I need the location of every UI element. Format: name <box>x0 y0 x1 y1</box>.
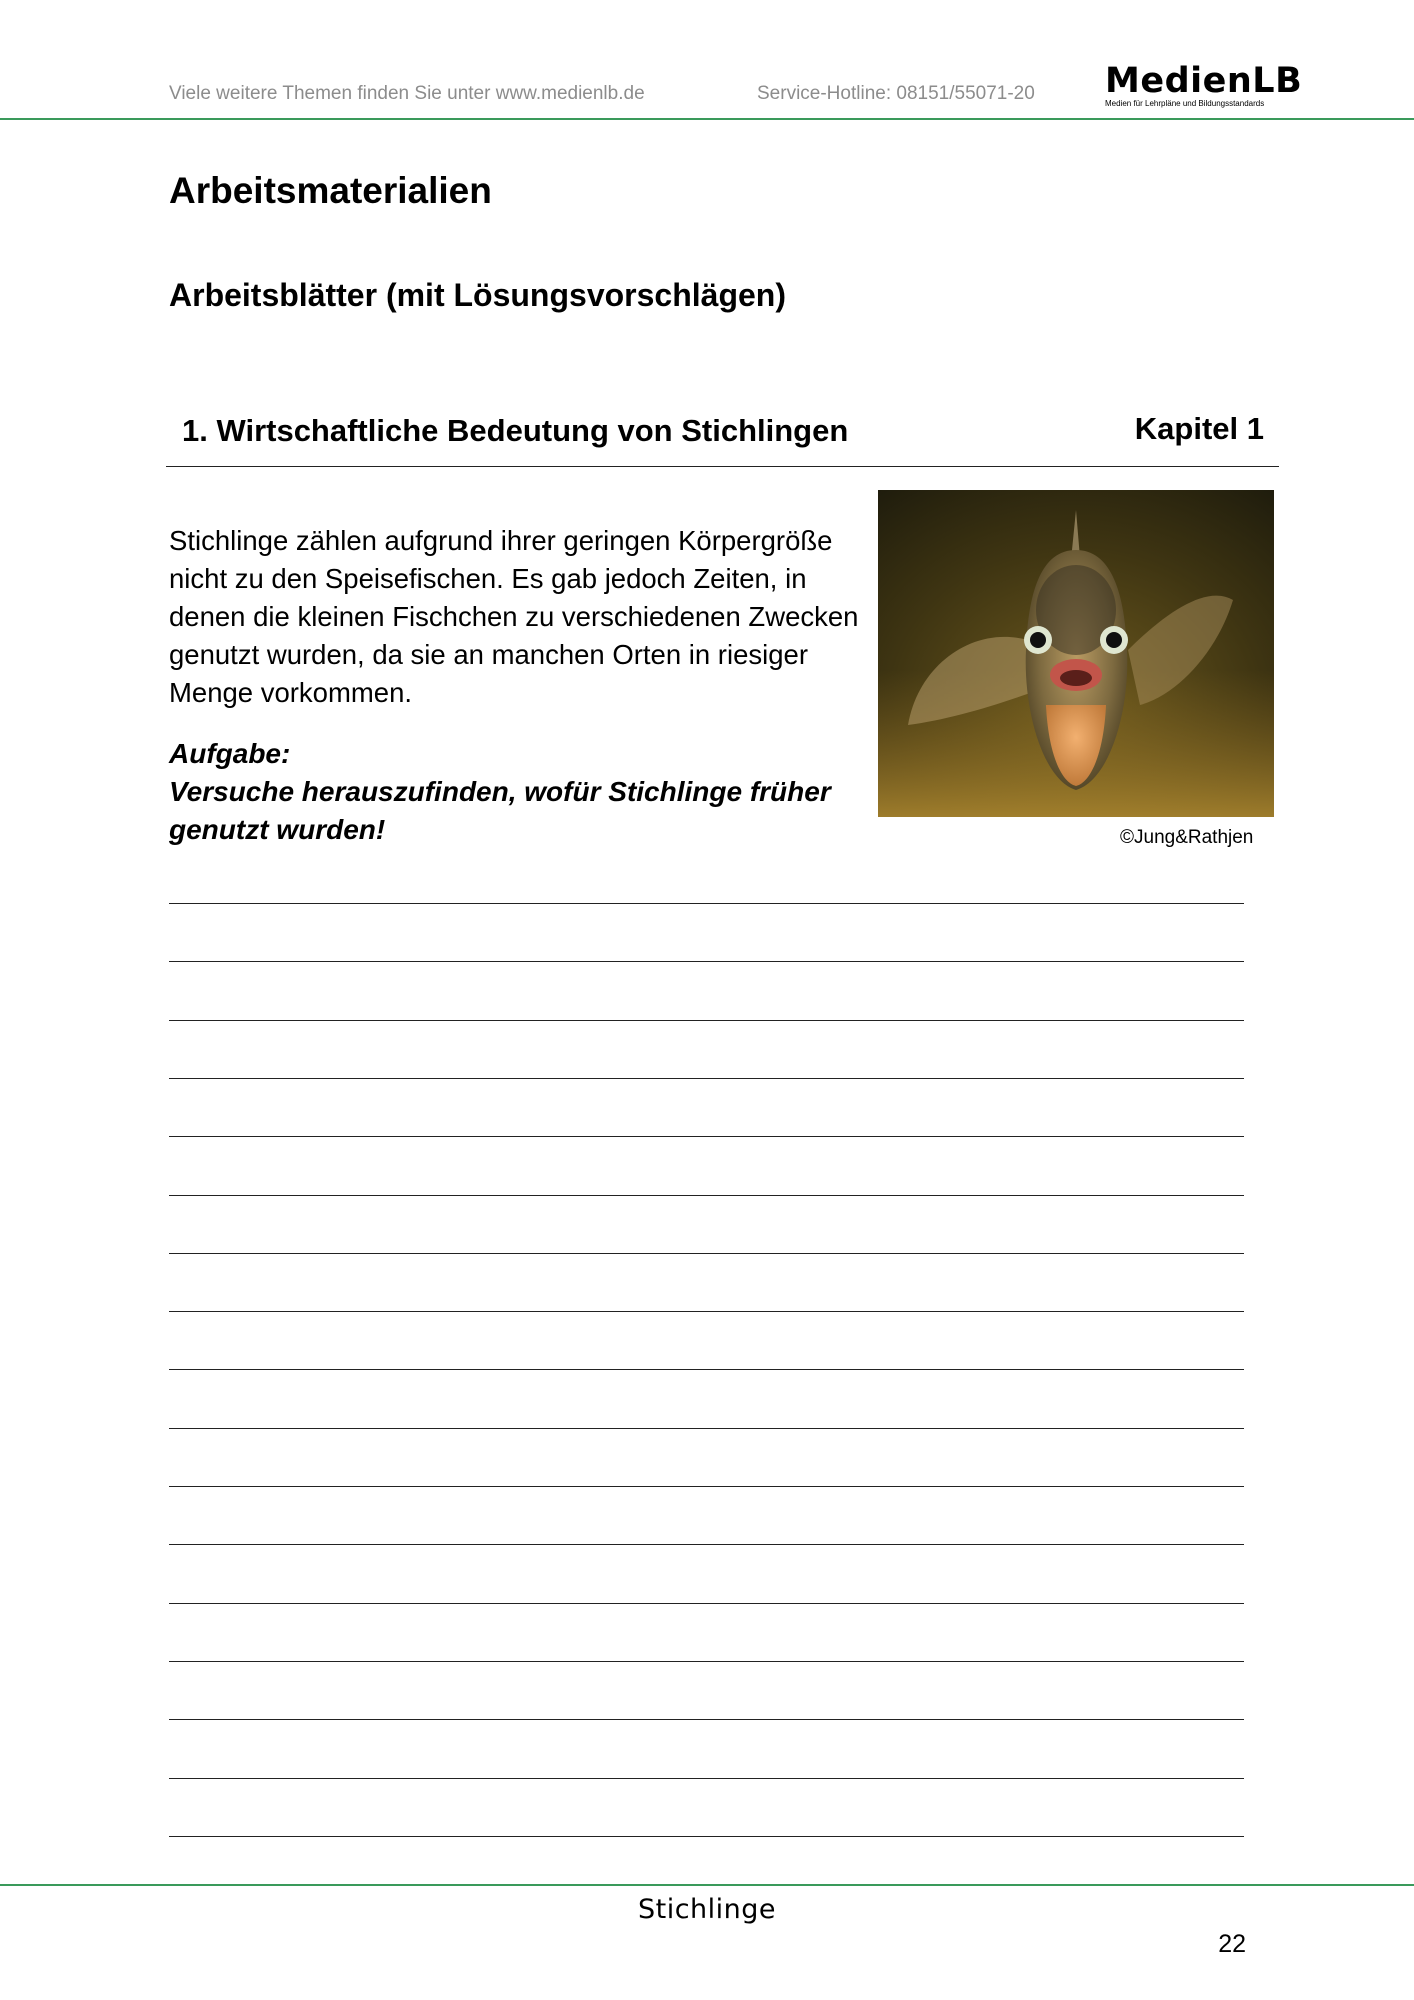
answer-line <box>169 1253 1244 1254</box>
page-title: Arbeitsmaterialien <box>169 170 492 211</box>
answer-line <box>169 1836 1244 1837</box>
page-number: 22 <box>1218 1930 1246 1958</box>
section-divider <box>166 466 1279 467</box>
answer-line <box>169 1544 1244 1545</box>
logo-name: MedienLB <box>1105 61 1303 101</box>
answer-line <box>169 1136 1244 1137</box>
footer-rule <box>0 1884 1414 1886</box>
medienlb-logo <box>1105 61 1303 108</box>
task-block <box>169 735 869 849</box>
intro-paragraph: Stichlinge zählen aufgrund ihrer geringen Körpergröße nicht zu den Speisefischen. Es gab jedoch Zeiten, in denen die kleinen Fischchen zu verschiedenen Zwecken genutzt wurden, da sie an manchen Orten in riesiger Menge vorkommen. <box>169 525 859 708</box>
answer-line <box>169 1486 1244 1487</box>
answer-line <box>169 1369 1244 1370</box>
section-title: 1. Wirtschaftliche Bedeutung von Stichlingen <box>182 413 849 448</box>
photo-credit: ©Jung&Rathjen <box>1120 827 1254 848</box>
header-rule <box>0 118 1414 120</box>
task-text: Versuche herauszufinden, wofür Stichlinge früher genutzt wurden! <box>169 776 831 845</box>
logo-tagline: Medien für Lehrpläne und Bildungsstandards <box>1105 99 1265 108</box>
footer-title: Stichlinge <box>637 1894 777 1925</box>
chapter-label: Kapitel 1 <box>1134 411 1264 446</box>
stickleback-fish-photo <box>878 490 1274 817</box>
answer-line <box>169 1719 1244 1720</box>
answer-line <box>169 1661 1244 1662</box>
answer-line <box>169 1428 1244 1429</box>
page-subtitle: Arbeitsblätter (mit Lösungsvorschlägen) <box>169 277 786 313</box>
answer-line <box>169 961 1244 962</box>
answer-line <box>169 1195 1244 1196</box>
answer-line <box>169 1078 1244 1079</box>
answer-line <box>169 1311 1244 1312</box>
header-hotline-text: Service-Hotline: 08151/55071-20 <box>757 83 1035 104</box>
task-label: Aufgabe: <box>169 738 291 769</box>
answer-line <box>169 903 1244 904</box>
answer-line <box>169 1778 1244 1779</box>
answer-line <box>169 1020 1244 1021</box>
answer-line <box>169 1603 1244 1604</box>
header-website-text: Viele weitere Themen finden Sie unter www.medienlb.de <box>169 83 645 104</box>
